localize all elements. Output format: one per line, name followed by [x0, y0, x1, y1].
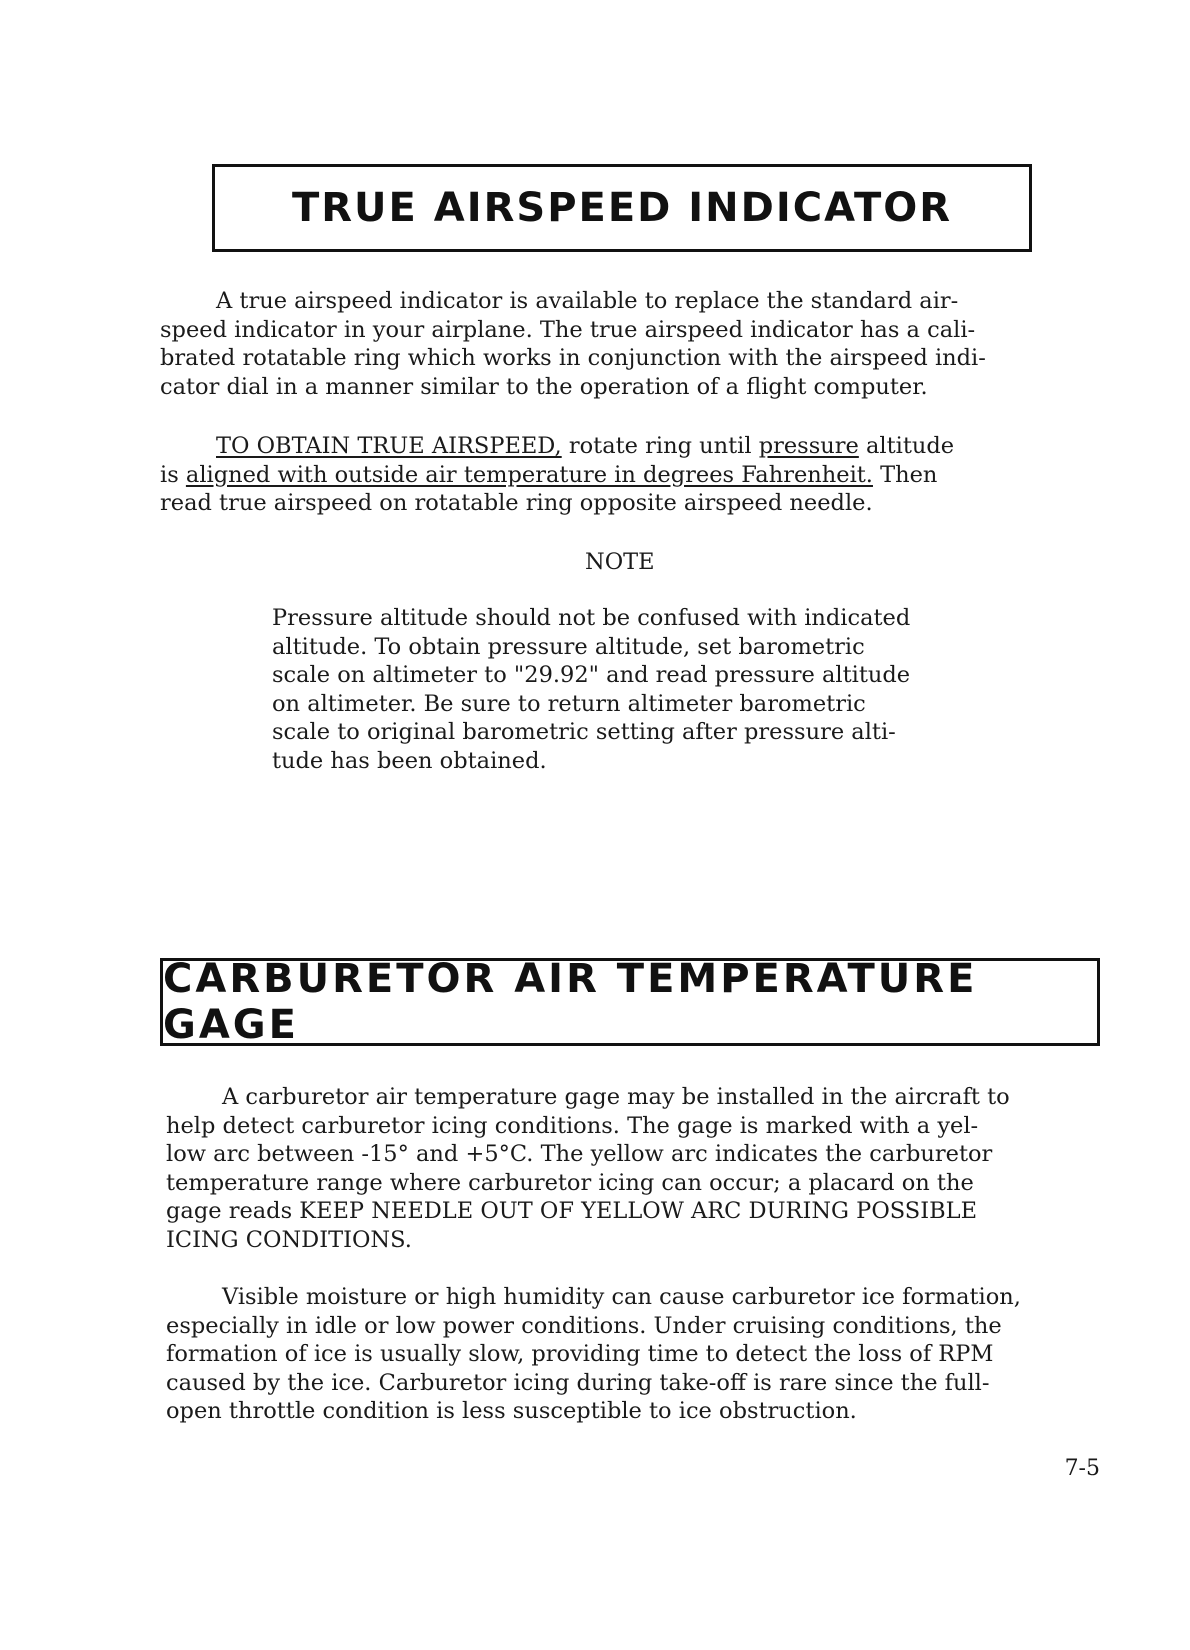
text-line: brated rotatable ring which works in conjunction with the airspeed indi-: [160, 345, 986, 371]
text-line: read true airspeed on rotatable ring opposite airspeed needle.: [160, 490, 873, 516]
text-line: cator dial in a manner similar to the operation of a flight computer.: [160, 373, 928, 400]
page-number: 7-5: [1064, 1456, 1100, 1481]
text-line: temperature range where carburetor icing can occur; a placard on the: [166, 1169, 974, 1196]
text-line: scale to original barometric setting after pressure alti-: [272, 719, 896, 745]
section-heading-carburetor-air-temperature-gage: CARBURETOR AIR TEMPERATURE GAGE: [160, 958, 1100, 1046]
underlined-lead: TO OBTAIN TRUE AIRSPEED,: [216, 433, 562, 459]
text-line: open throttle condition is less susceptible to ice obstruction.: [166, 1398, 857, 1424]
text-line: especially in idle or low power conditions. Under cruising conditions, the: [166, 1312, 1002, 1339]
text-line: Visible moisture or high humidity can cause carburetor ice formation,: [222, 1284, 1021, 1310]
text-line: scale on altimeter to "29.92" and read pressure altitude: [272, 662, 911, 688]
paragraph-true-airspeed-intro: [160, 287, 1080, 401]
text-fragment: rotate ring until: [561, 433, 759, 459]
text-fragment: Then: [872, 461, 938, 488]
text-line: ICING CONDITIONS.: [166, 1226, 412, 1253]
text-fragment: altitude: [858, 433, 955, 459]
text-line: speed indicator in your airplane. The true airspeed indicator has a cali-: [160, 316, 976, 343]
text-line: formation of ice is usually slow, providing time to detect the loss of RPM: [166, 1341, 994, 1367]
text-line: tude has been obtained.: [272, 747, 547, 774]
text-line: on altimeter. Be sure to return altimeter barometric: [272, 690, 866, 717]
text-line: caused by the ice. Carburetor icing during take-off is rare since the full-: [166, 1369, 990, 1396]
underlined-phrase: aligned with outside air temperature in degrees Fahrenheit.: [185, 461, 873, 488]
text-line: gage reads KEEP NEEDLE OUT OF YELLOW ARC DURING POSSIBLE: [166, 1198, 977, 1224]
paragraph-obtain-true-airspeed: [160, 432, 1080, 518]
note-body: [272, 604, 992, 775]
underlined-word: pressure: [758, 433, 859, 459]
text-line: A true airspeed indicator is available to replace the standard air-: [216, 288, 959, 314]
text-line: [160, 432, 1080, 461]
text-line: low arc between -15° and +5°C. The yellow arc indicates the carburetor: [166, 1141, 993, 1167]
text-fragment: is: [160, 461, 186, 488]
paragraph-carburetor-gage-intro: [166, 1083, 1106, 1254]
text-line: [160, 461, 1080, 490]
text-line: A carburetor air temperature gage may be installed in the aircraft to: [222, 1084, 1010, 1110]
text-line: Pressure altitude should not be confused with indicated: [272, 605, 911, 631]
paragraph-carburetor-icing: [166, 1283, 1106, 1426]
note-title: NOTE: [585, 549, 655, 575]
text-line: altitude. To obtain pressure altitude, set barometric: [272, 633, 865, 660]
text-line: help detect carburetor icing conditions. The gage is marked with a yel-: [166, 1112, 979, 1139]
section-heading-true-airspeed-indicator: TRUE AIRSPEED INDICATOR: [212, 164, 1032, 252]
